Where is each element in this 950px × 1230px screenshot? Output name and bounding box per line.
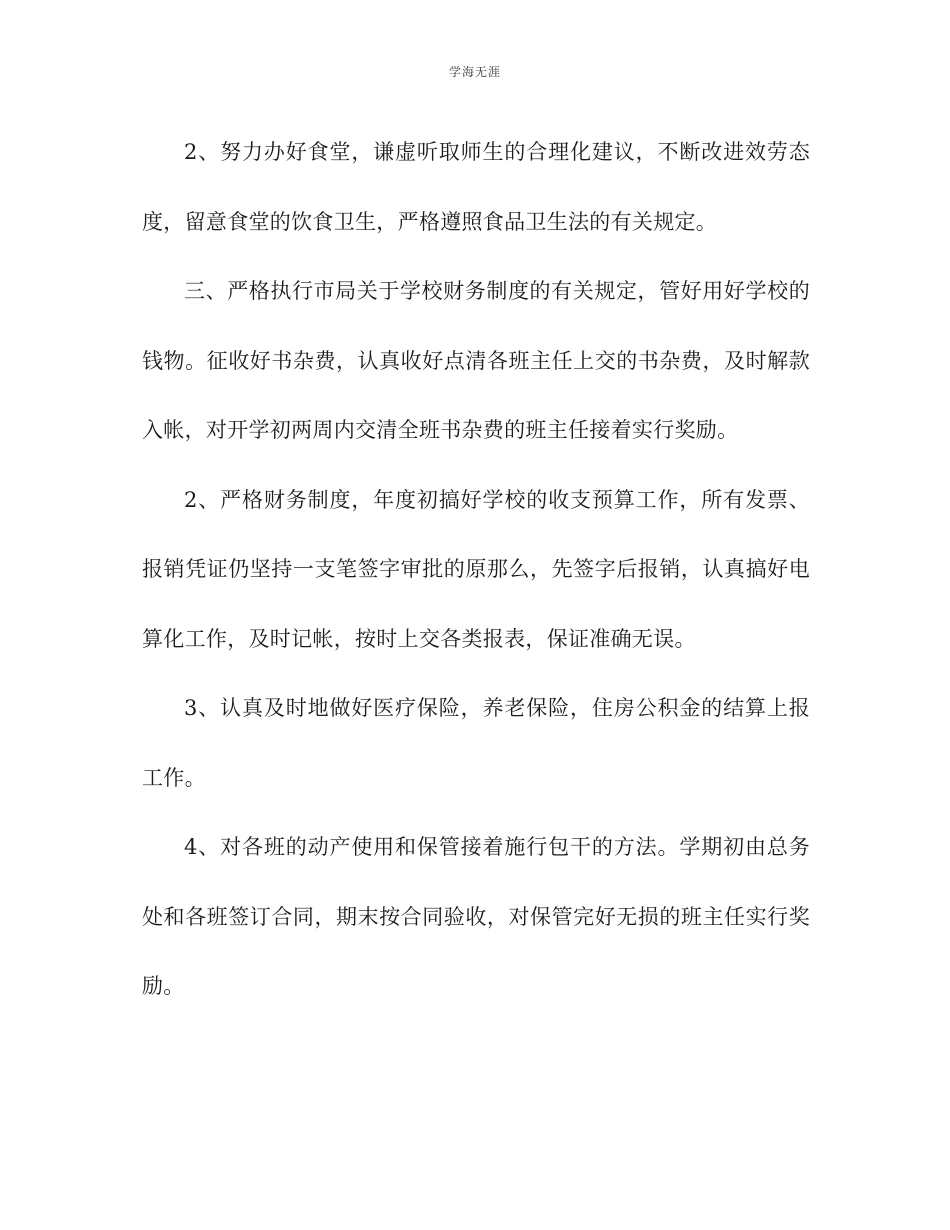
paragraph-budget: 2、严格财务制度，年度初搞好学校的收支预算工作，所有发票、报销凭证仍坚持一支笔签字审批的原那么，先签字后报销，认真搞好电算化工作，及时记帐，按时上交各类报表，保证准确无误。	[142, 487, 810, 651]
paragraph-insurance: 3、认真及时地做好医疗保险，养老保险，住房公积金的结算上报工作。	[142, 696, 810, 790]
paragraph-assets: 4、对各班的动产使用和保管接着施行包干的方法。学期初由总务处和各班签订合同，期末按合同验收，对保管完好无损的班主任实行奖励。	[142, 835, 810, 998]
document-body	[142, 118, 810, 1022]
page-header: 学海无涯	[448, 65, 501, 79]
paragraph-canteen: 2、努力办好食堂，谦虚听取师生的合理化建议，不断改进效劳态度，留意食堂的饮食卫生，严格遵照食品卫生法的有关规定。	[142, 140, 810, 234]
paragraph-finance-rules: 三、严格执行市局关于学校财务制度的有关规定，管好用好学校的钱物。征收好书杂费，认真收好点清各班主任上交的书杂费，及时解款入帐，对开学初两周内交清全班书杂费的班主任接着实行奖励。	[142, 279, 810, 442]
